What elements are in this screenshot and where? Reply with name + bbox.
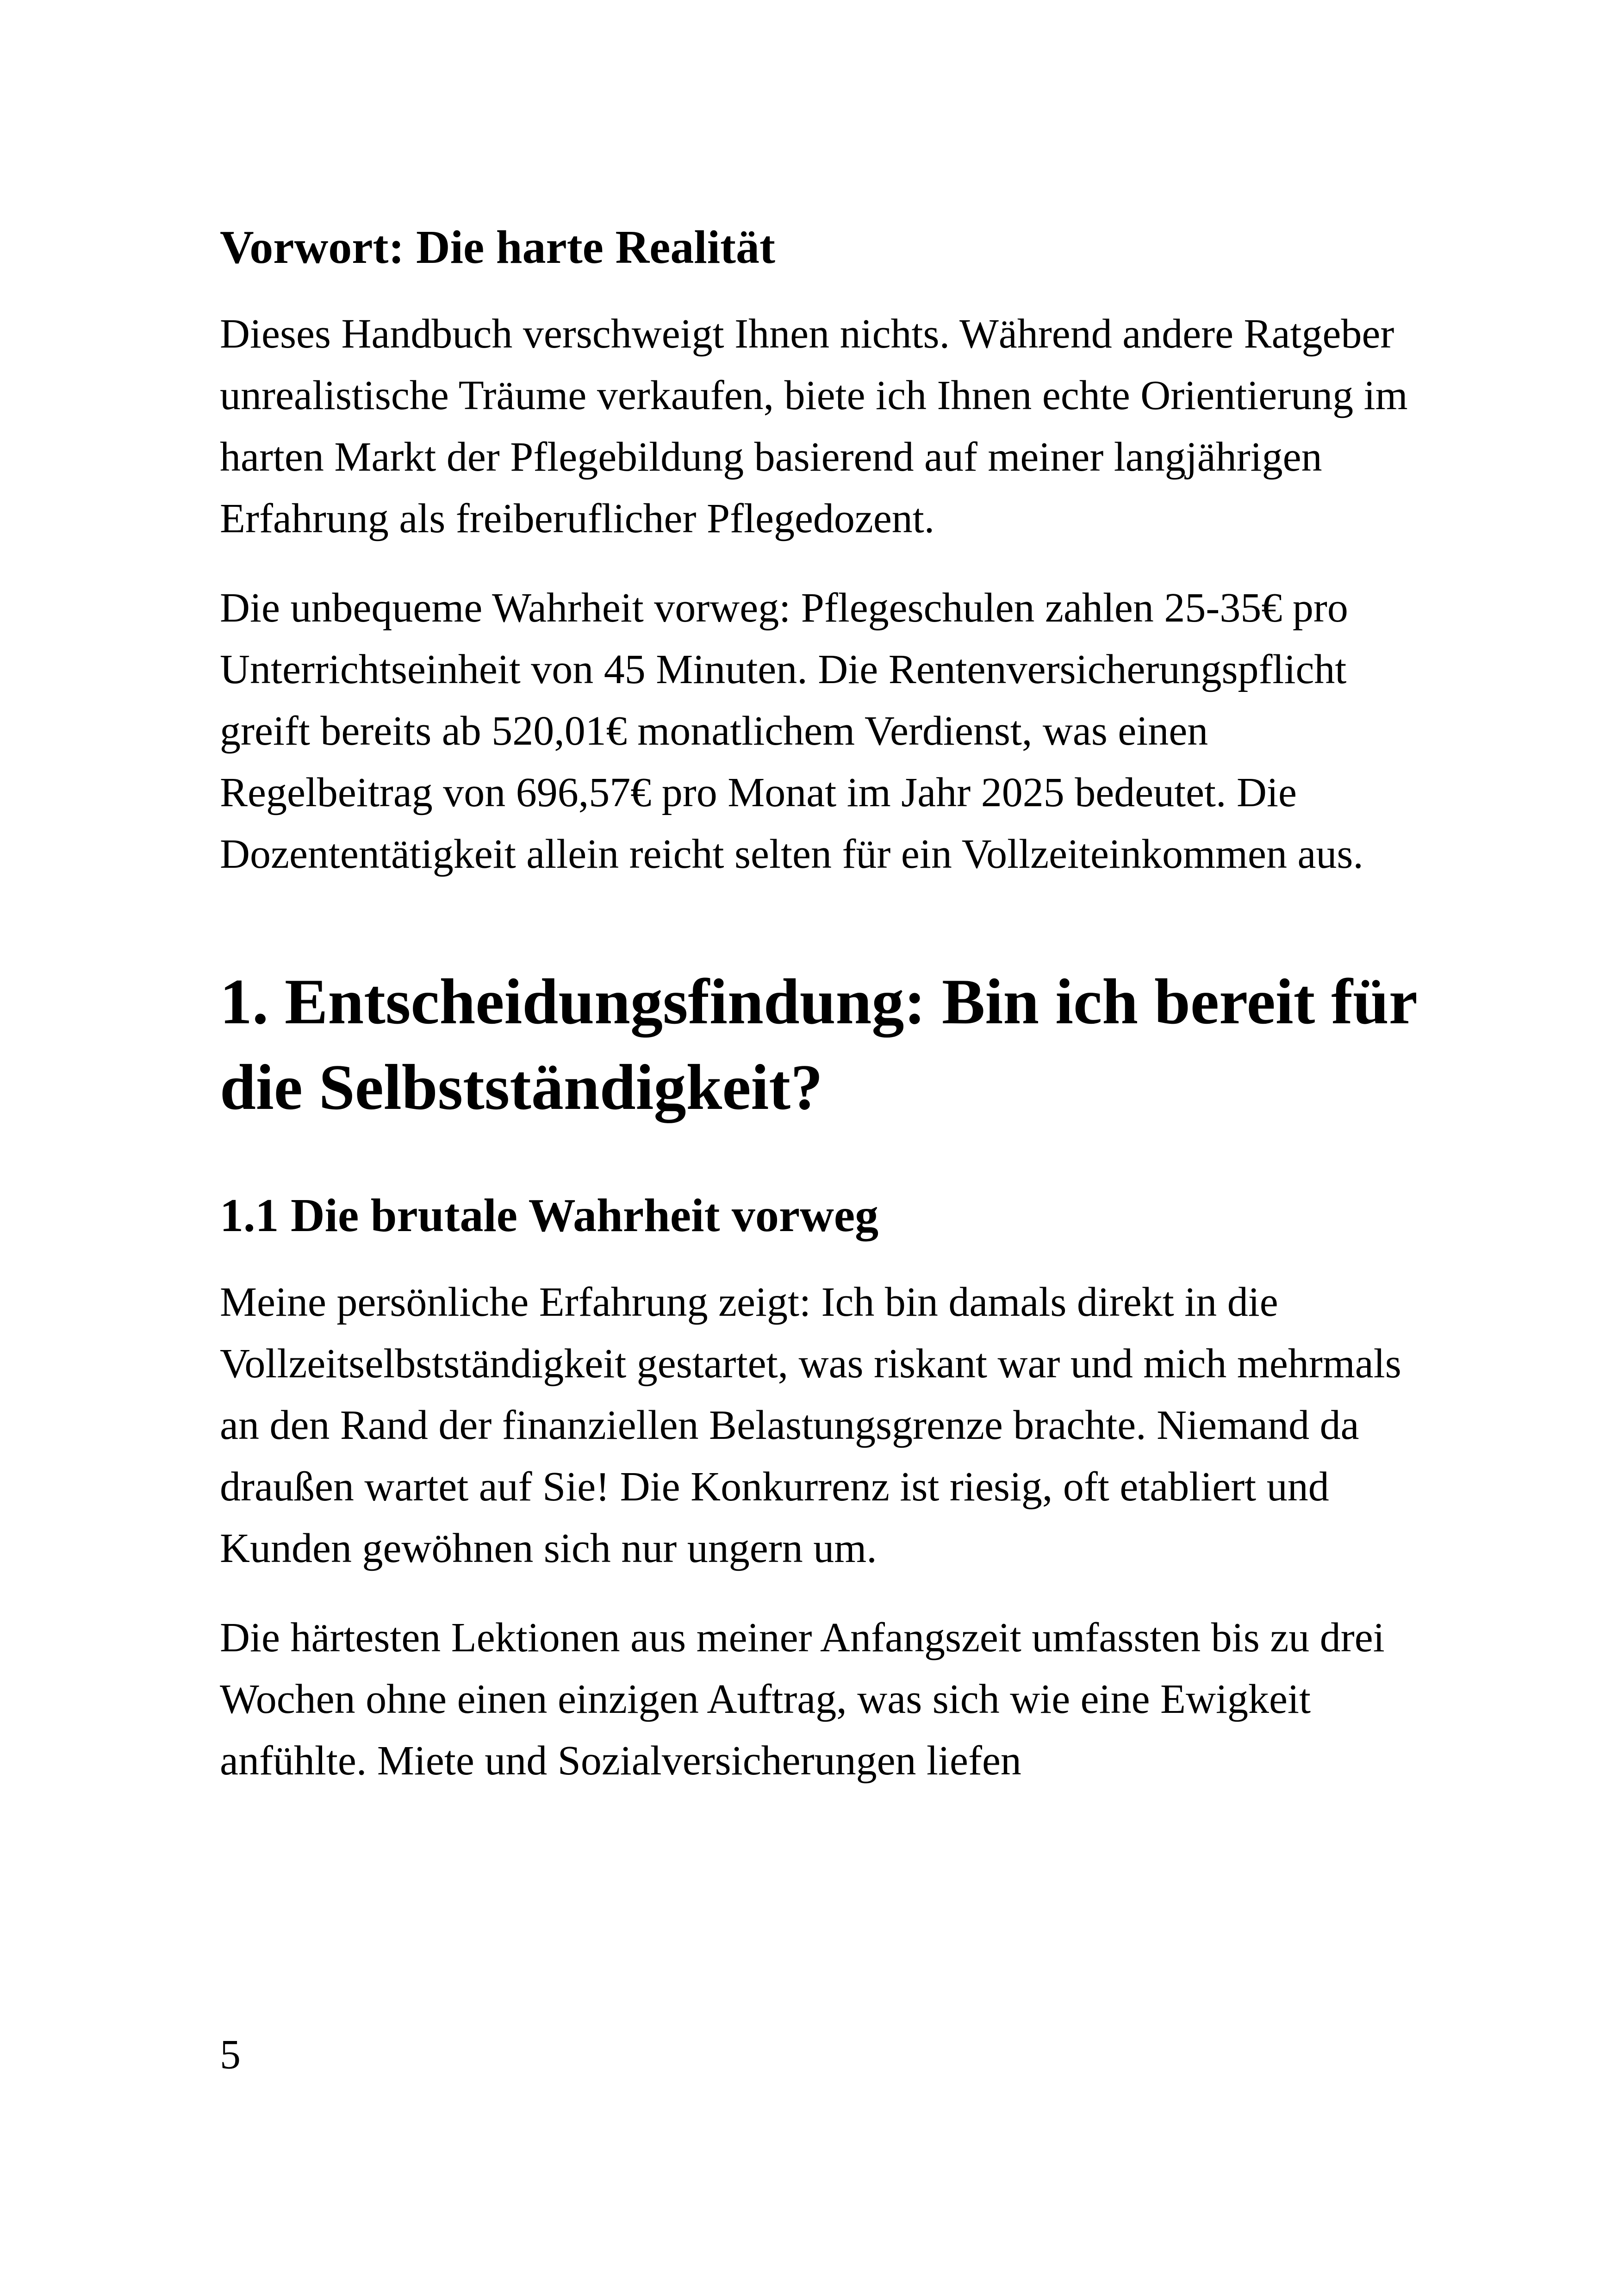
- chapter-1-heading: 1. Entscheidungsfindung: Bin ich bereit für die Selbstständigkeit?: [220, 966, 1417, 1123]
- preface-paragraph-1: Dieses Handbuch verschweigt Ihnen nichts. Während andere Ratgeber unrealistische Träume verkaufen, biete ich Ihnen echte Orientierung im harten Markt der Pflegebildung basierend auf meiner langjährigen Erfahrung als freiberuflicher Pflegedozent.: [220, 311, 1408, 541]
- page-number: 5: [220, 2032, 241, 2078]
- section-1-1-heading: 1.1 Die brutale Wahrheit vorweg: [220, 1189, 879, 1242]
- page-content: [220, 218, 1423, 1792]
- preface-paragraph-2: Die unbequeme Wahrheit vorweg: Pflegeschulen zahlen 25-35€ pro Unterrichtseinheit von 45 Minuten. Die Rentenversicherungspflicht greift bereits ab 520,01€ monatlichem Verdienst, was einen Regelbeitrag von 696,57€ pro Monat im Jahr 2025 bedeutet. Die Dozententätigkeit allein reicht selten für ein Vollzeiteinkommen aus.: [220, 585, 1363, 877]
- section-1-1-paragraph-2: Die härtesten Lektionen aus meiner Anfangszeit umfassten bis zu drei Wochen ohne einen einzigen Auftrag, was sich wie eine Ewigkeit anfühlte. Miete und Sozialversicherungen liefen: [220, 1615, 1385, 1784]
- section-1-1-paragraph-1: Meine persönliche Erfahrung zeigt: Ich bin damals direkt in die Vollzeitselbstständigkeit gestartet, was riskant war und mich mehrmals an den Rand der finanziellen Belastungsgrenze brachte. Niemand da draußen wartet auf Sie! Die Konkurrenz ist riesig, oft etabliert und Kunden gewöhnen sich nur ungern um.: [220, 1279, 1401, 1571]
- preface-heading: Vorwort: Die harte Realität: [220, 221, 775, 274]
